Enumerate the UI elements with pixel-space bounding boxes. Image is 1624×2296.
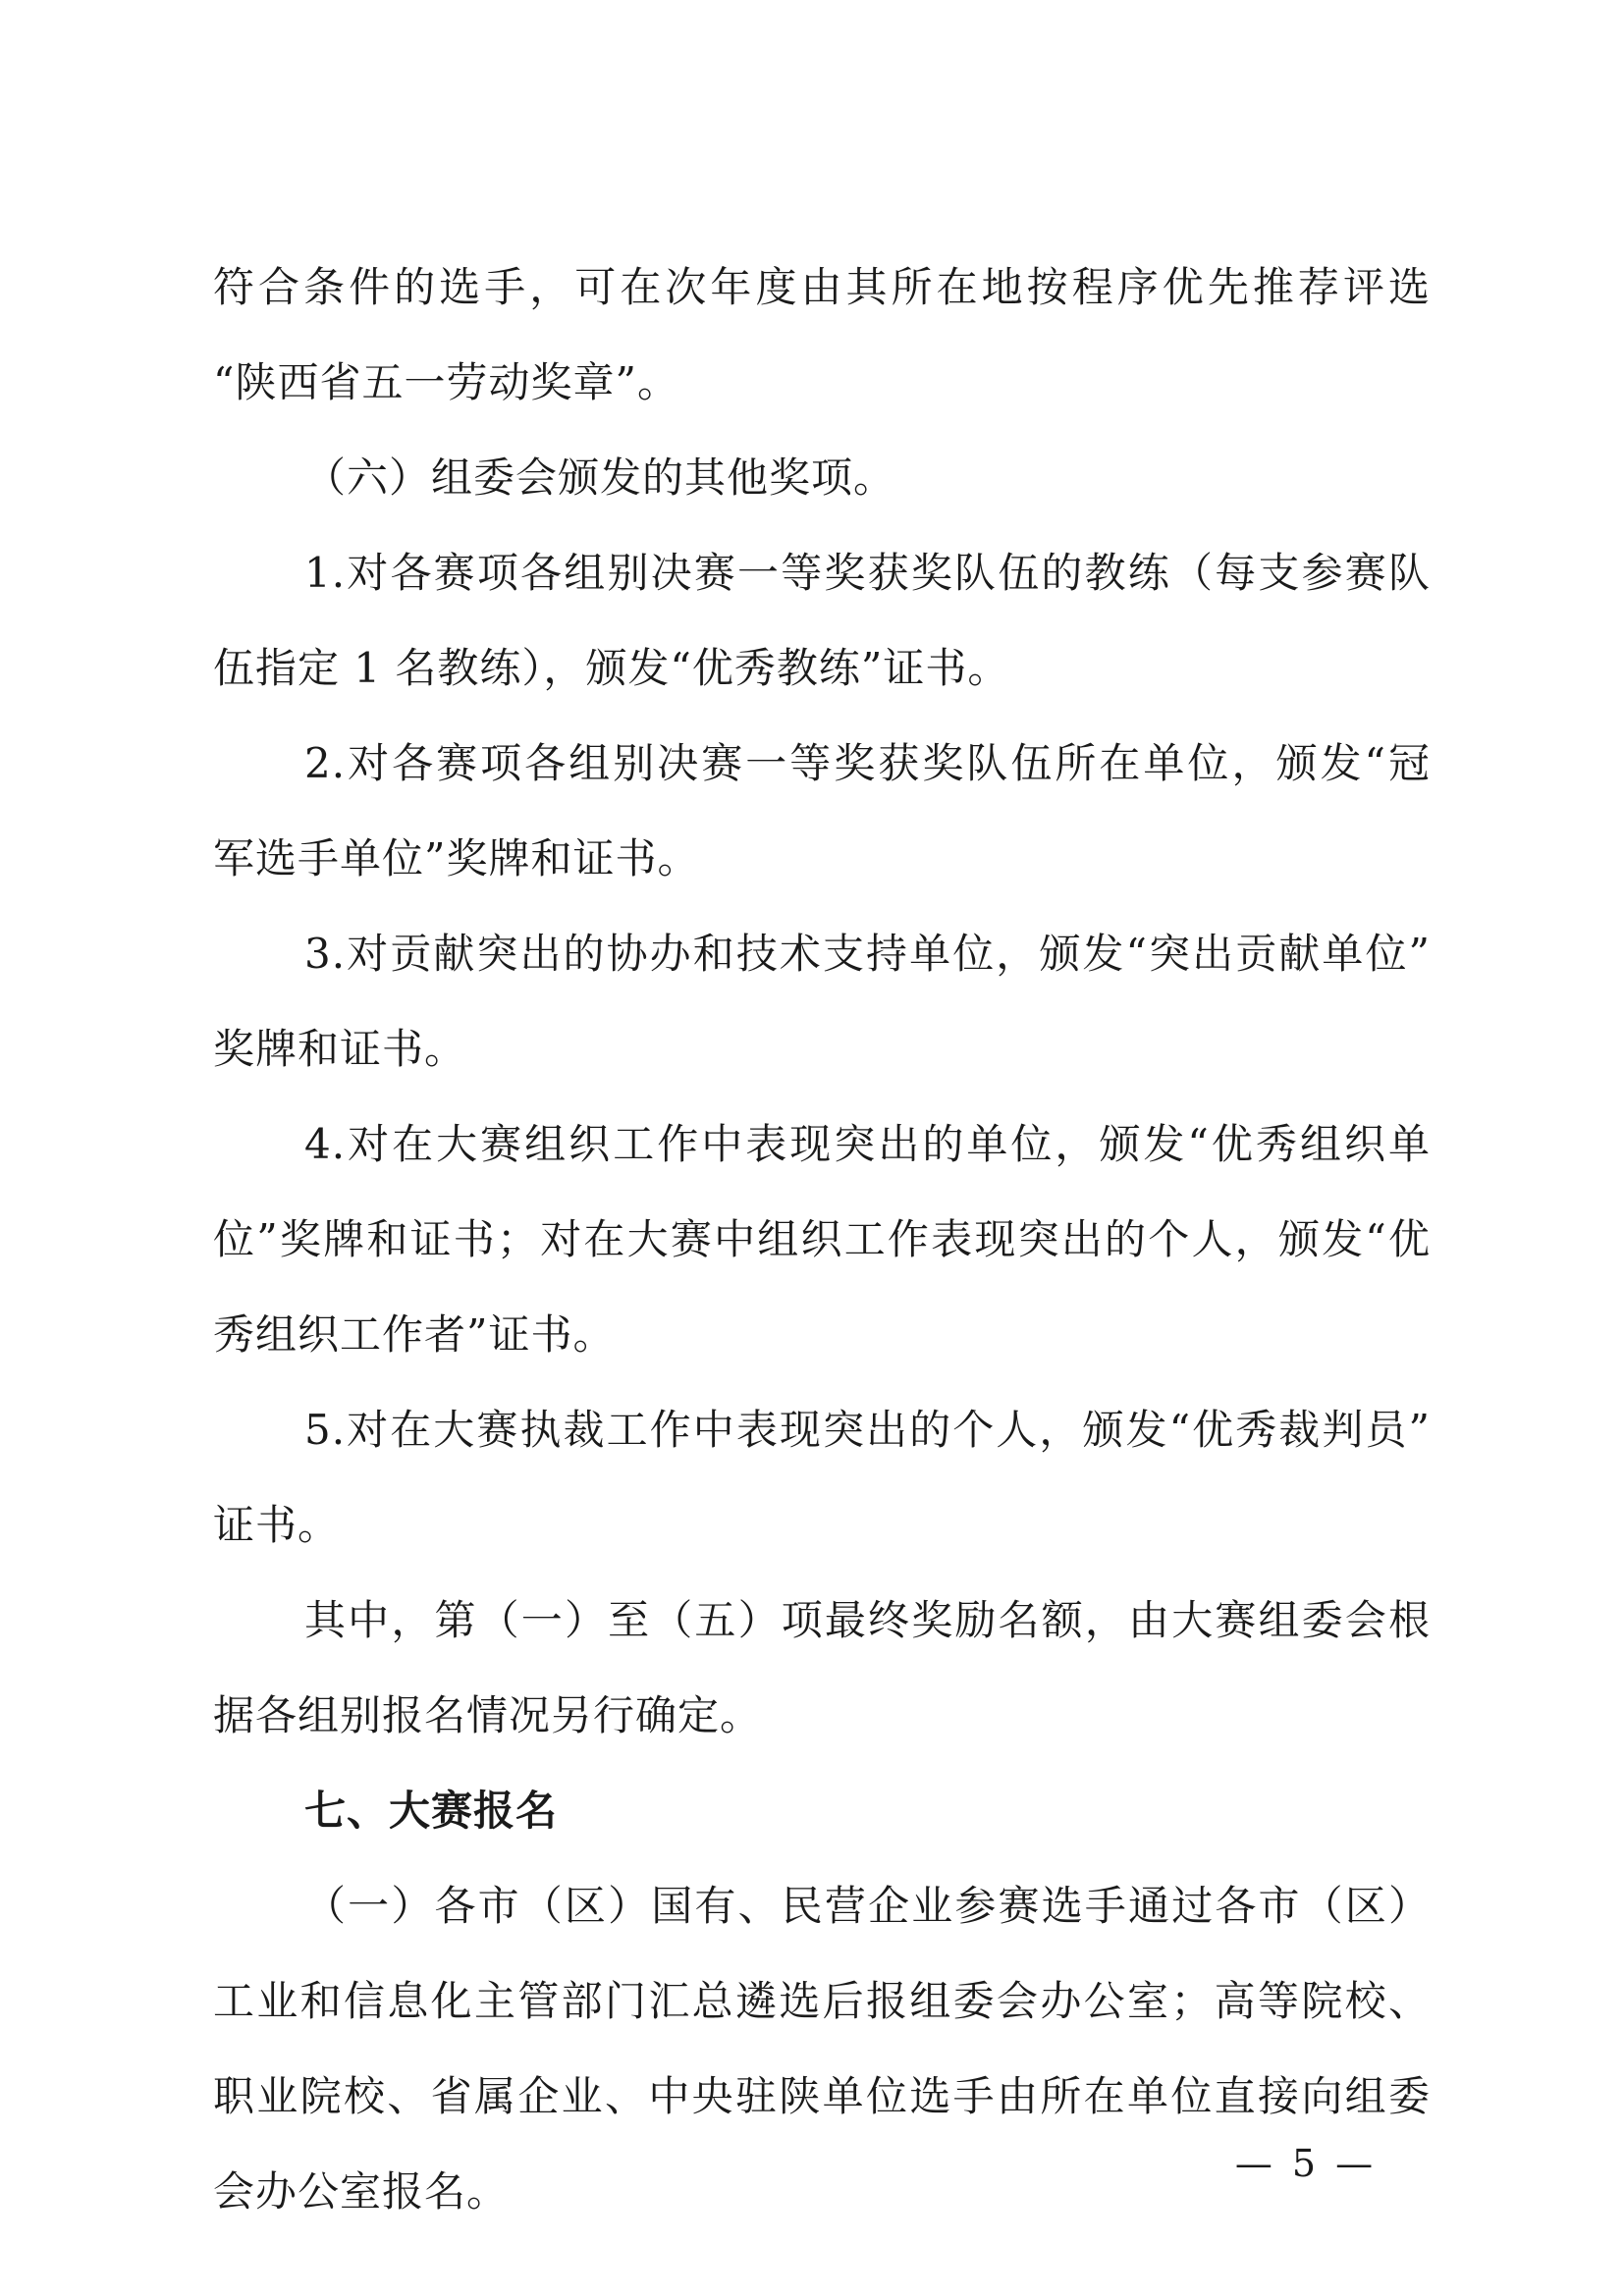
list-item-line: 1.对各赛项各组别决赛一等奖获奖队伍的教练（每支参赛队 [304,549,1431,597]
list-item-line: 秀组织工作者”证书。 [213,1310,616,1359]
list-item-line: 5.对在大赛执裁工作中表现突出的个人，颁发“优秀裁判员” [304,1406,1431,1454]
paragraph-line: 其中，第（一）至（五）项最终奖励名额，由大赛组委会根 [304,1596,1431,1644]
section-subheading: （六）组委会颁发的其他奖项。 [304,454,896,502]
list-item-line: 2.对各赛项各组别决赛一等奖获奖队伍所在单位，颁发“冠 [304,739,1431,787]
paragraph-line: 职业院校、省属企业、中央驻陕单位选手由所在单位直接向组委 [213,2072,1431,2120]
list-item-line: 位”奖牌和证书；对在大赛中组织工作表现突出的个人，颁发“优 [213,1215,1431,1263]
page-number: — 5 — [1234,2142,1378,2185]
paragraph-line: 会办公室报名。 [213,2167,510,2216]
list-item-line: 4.对在大赛组织工作中表现突出的单位，颁发“优秀组织单 [304,1120,1431,1168]
list-item-line: 3.对贡献突出的协办和技术支持单位，颁发“突出贡献单位” [304,930,1431,978]
list-item-line: 奖牌和证书。 [213,1025,467,1073]
paragraph-line: 据各组别报名情况另行确定。 [213,1691,763,1739]
list-item-line: 伍指定 1 名教练），颁发“优秀教练”证书。 [213,644,1010,692]
paragraph-line: 符合条件的选手，可在次年度由其所在地按程序优先推荐评选 [213,263,1431,311]
paragraph-line: “陕西省五一劳动奖章”。 [213,358,679,406]
list-item-line: 证书。 [213,1501,341,1549]
section-heading: 七、大赛报名 [304,1787,559,1835]
paragraph-line: （一）各市（区）国有、民营企业参赛选手通过各市（区） [304,1882,1431,1930]
list-item-line: 军选手单位”奖牌和证书。 [213,834,700,882]
paragraph-line: 工业和信息化主管部门汇总遴选后报组委会办公室；高等院校、 [213,1977,1431,2025]
